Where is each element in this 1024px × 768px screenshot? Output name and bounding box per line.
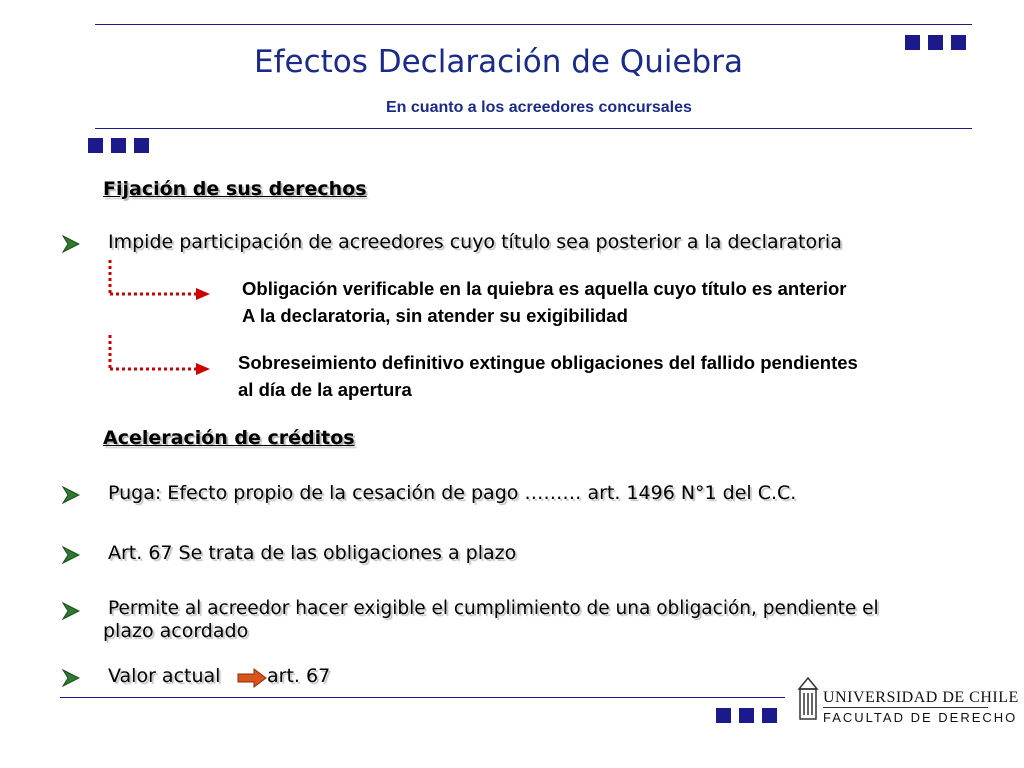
decor-square [716,708,731,723]
bullet-text: Impide participación de acreedores cuyo título sea posterior a la declaratoria [108,231,842,253]
page-title: Efectos Declaración de Quiebra [254,44,743,80]
note-sobreseimiento [238,349,858,403]
university-crest-icon [797,677,819,723]
decor-square [111,138,126,153]
dotted-connector-icon [100,333,215,379]
bullet-text: Puga: Efecto propio de la cesación de pago ……… art. 1496 N°1 del C.C. [108,482,797,504]
bullet-arrow-icon [62,602,80,620]
logo-divider [823,707,988,708]
right-arrow-icon [236,667,268,689]
bullet-arrow-icon [62,546,80,564]
note-line: Obligación verificable en la quiebra es aquella cuyo título es anterior [242,278,847,299]
bullet-arrow-icon [62,669,80,687]
decor-square [762,708,777,723]
note-line: al día de la apertura [238,379,412,400]
university-name: UNIVERSIDAD DE CHILE [823,689,1019,706]
top-rule [95,24,972,25]
bullet-arrow-icon [62,486,80,504]
bullet-text: Art. 67 Se trata de las obligaciones a plazo [108,542,517,564]
section-heading-fijacion: Fijación de sus derechos [103,178,367,200]
note-verificable [242,275,847,329]
section-heading-aceleracion: Aceleración de créditos [103,427,355,449]
page-subtitle: En cuanto a los acreedores concursales [386,99,692,116]
valor-label: Valor actual [108,665,221,687]
faculty-name: FACULTAD DE DERECHO [823,710,1018,725]
note-line: Sobreseimiento definitivo extingue obligaciones del fallido pendientes [238,352,858,373]
decor-square [951,35,966,50]
decor-square [88,138,103,153]
dotted-connector-icon [100,258,215,304]
bullet-text-continuation: plazo acordado [103,620,249,642]
decor-square [739,708,754,723]
footer-rule [60,697,785,698]
decor-square [134,138,149,153]
decor-square [905,35,920,50]
bullet-text: Permite al acreedor hacer exigible el cumplimiento de una obligación, pendiente el [108,598,879,619]
header-rule [95,128,972,129]
decor-square [928,35,943,50]
bullet-arrow-icon [62,235,80,253]
note-line: A la declaratoria, sin atender su exigibilidad [242,305,628,326]
valor-ref: art. 67 [267,665,331,687]
